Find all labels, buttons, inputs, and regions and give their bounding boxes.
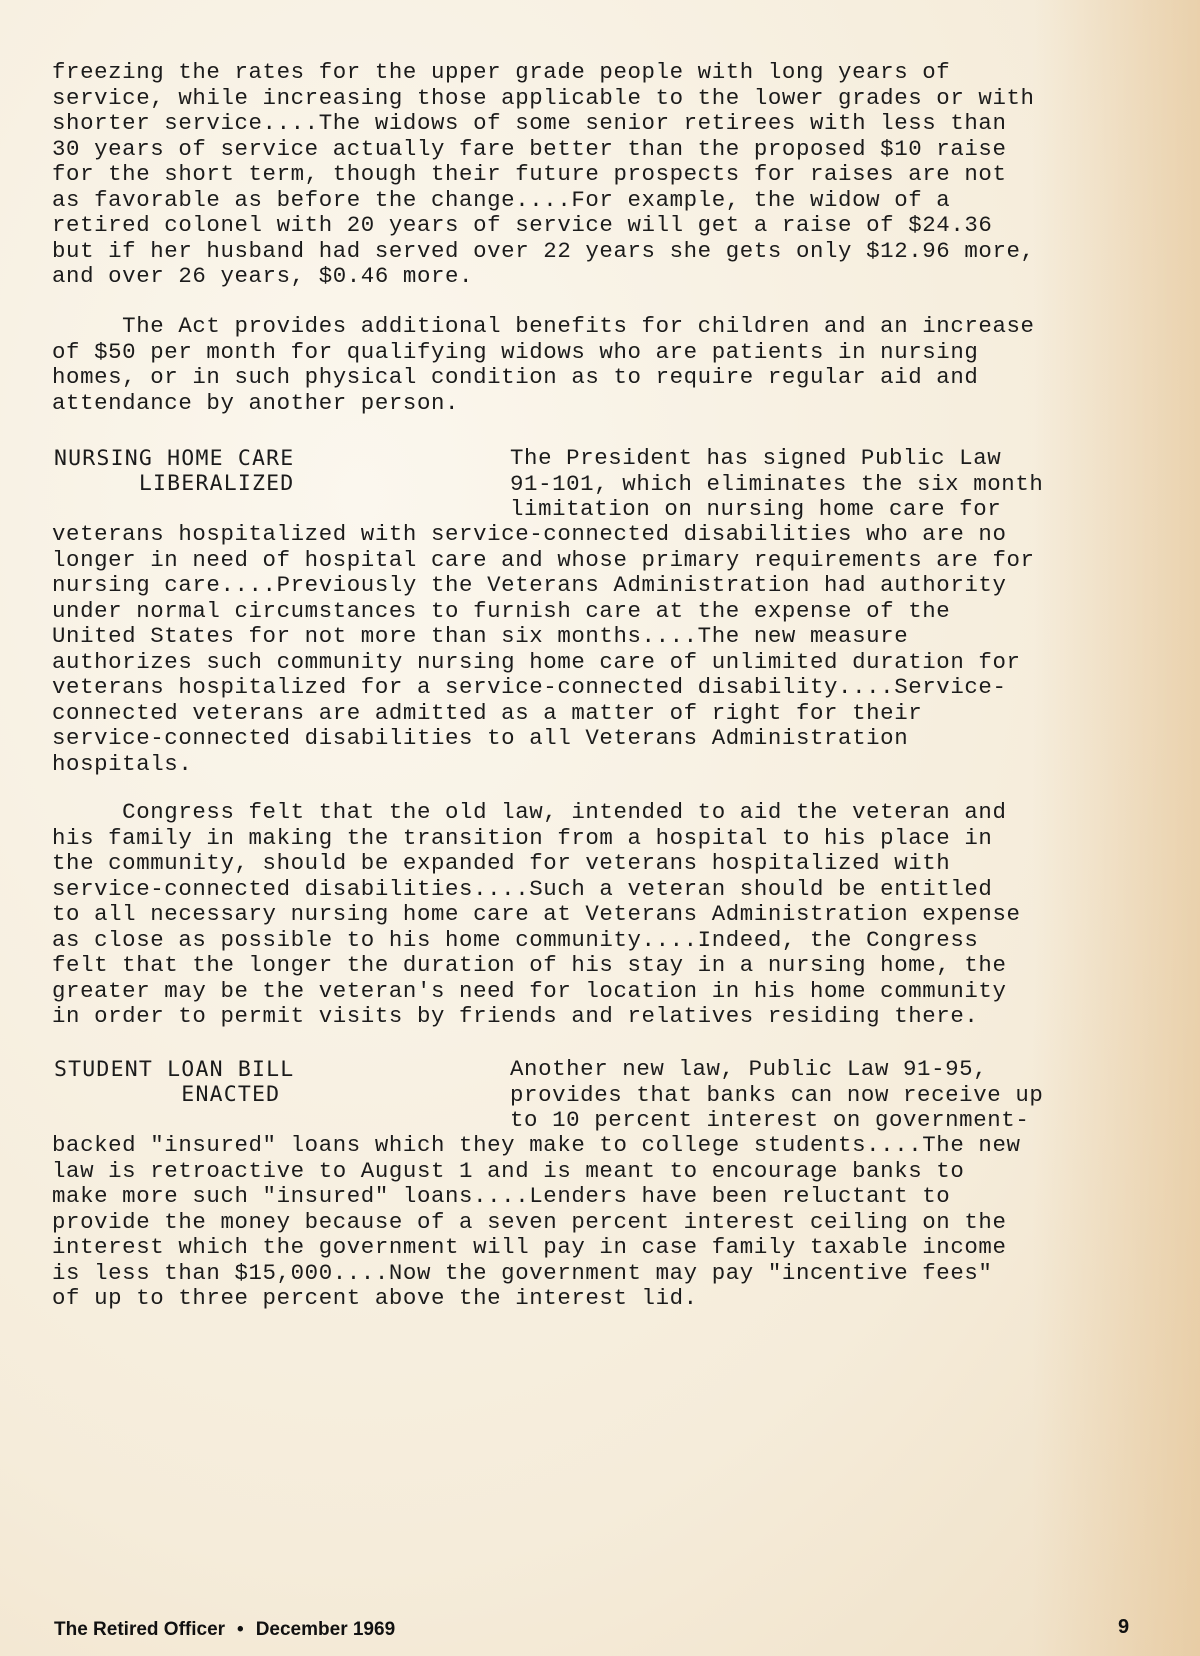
student-loan-body: backed "insured" loans which they make to college students....The new law is retroactive to August 1 and is meant to encourage banks to make more such "insured" loans....Lenders have been reluctant to provide the money because of a seven percent interest ceiling on the interest which the government will pay in case family taxable income is less than $15,000....Now the government may pay "incentive fees" of up to three percent above the interest lid. xyxy=(52,1132,1021,1311)
publication-title: The Retired Officer xyxy=(54,1619,226,1640)
paragraph-widows-rates: freezing the rates for the upper grade people with long years of service, while increasing those applicable to the lower grades or with shorter service....The widows of some senior retirees with less than 30 years of service actually fare better than the proposed $10 raise for the short term, though their future prospects for raises are not as favorable as before the change....For example, the widow of a retired colonel with 20 years of service will get a raise of $24.36 but if her husband had served over 22 years she gets only $12.96 more, and over 26 years, $0.46 more. xyxy=(52,59,1035,289)
student-loan-intro: Another new law, Public Law 91-95, provides that banks can now receive up to 10 percent interest on government- xyxy=(510,1056,1044,1133)
section-heading-student-loan-bill: STUDENT LOAN BILL ENACTED xyxy=(54,1057,295,1107)
nursing-home-intro: The President has signed Public Law 91-101, which eliminates the six month limitation on nursing home care for xyxy=(510,445,1044,522)
paragraph-act-benefits: The Act provides additional benefits for children and an increase of $50 per month for qualifying widows who are patients in nursing homes, or in such physical condition as to require regular aid and attendance by another person. xyxy=(52,313,1035,416)
publication-date: December 1969 xyxy=(255,1619,396,1640)
paragraph-congress-felt: Congress felt that the old law, intended to aid the veteran and his family in making the transition from a hospital to his place in the community, should be expanded for veterans hospitalized with service-connected disabilities....Such a veteran should be entitled to all necessary nursing home care at Veterans Administration expense as close as possible to his home community....Indeed, the Congress felt that the longer the duration of his stay in a nursing home, the greater may be the veteran's need for location in his home community in order to permit visits by friends and relatives residing there. xyxy=(52,799,1021,1029)
footer-separator: • xyxy=(237,1619,244,1640)
page-footer xyxy=(54,1619,395,1641)
section-heading-nursing-home-care: NURSING HOME CARE LIBERALIZED xyxy=(54,446,295,496)
nursing-home-body: veterans hospitalized with service-connected disabilities who are no longer in need of hospital care and whose primary requirements are for nursing care....Previously the Veterans Administration had authority under normal circumstances to furnish care at the expense of the United States for not more than six months....The new measure authorizes such community nursing home care of unlimited duration for veterans hospitalized for a service-connected disability....Service- connected veterans are admitted as a matter of right for their service-connected disabilities to all Veterans Administration hospitals. xyxy=(52,521,1035,777)
page-number: 9 xyxy=(1118,1616,1130,1638)
